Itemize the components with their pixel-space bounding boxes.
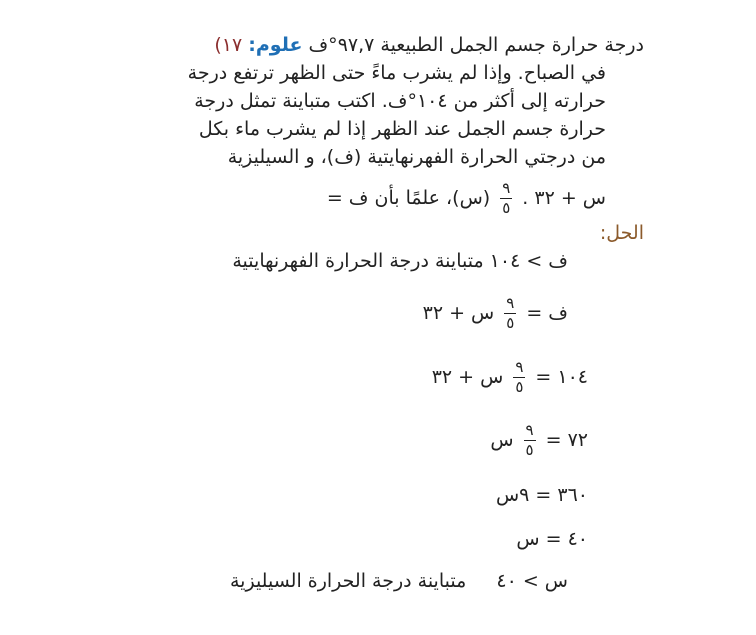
- problem-text-6b: س + ٣٢ .: [522, 187, 606, 209]
- fraction-nine-fifths: [500, 180, 512, 217]
- solution-step-2: [423, 293, 568, 333]
- problem-line-5: من درجتي الحرارة الفهرنهايتية (ف)، و السيليزية: [227, 146, 606, 168]
- solution-step-7: [230, 568, 568, 594]
- problem-text-1: درجة حرارة جسم الجمل الطبيعية ٩٧,٧°ف: [308, 34, 644, 56]
- fraction-numerator: ٩: [502, 179, 511, 197]
- solution-step-5: ٣٦٠ = ٩س: [495, 484, 588, 506]
- fraction-numerator: ٩: [506, 294, 515, 312]
- step-4-left: ٧٢ =: [545, 429, 588, 451]
- problem-line-3: حرارته إلى أكثر من ١٠٤°ف. اكتب متباينة تمثل درجة: [194, 90, 606, 112]
- problem-line-1: [214, 32, 644, 58]
- step-2-left: ف =: [526, 302, 568, 324]
- fraction-denominator: ٥: [506, 314, 515, 332]
- problem-line-4: حرارة جسم الجمل عند الظهر إذا لم يشرب ماء بكل: [198, 118, 606, 140]
- fraction-numerator: ٩: [515, 358, 524, 376]
- step-4-right: س: [490, 429, 514, 451]
- problem-text-6a: (س)، علمًا بأن ف =: [326, 187, 491, 209]
- problem-line-2: في الصباح. وإذا لم يشرب ماءً حتى الظهر ترتفع درجة: [187, 62, 606, 84]
- problem-number: ١٧): [214, 34, 243, 56]
- fraction-denominator: ٥: [515, 378, 524, 396]
- problem-line-6: [327, 178, 606, 218]
- step-3-right: س + ٣٢: [431, 366, 504, 388]
- solution-step-4: [490, 420, 588, 460]
- fraction-denominator: ٥: [502, 199, 511, 217]
- problem-subject: علوم:: [248, 34, 303, 56]
- fraction-nine-fifths: [524, 422, 536, 459]
- fraction-nine-fifths: [504, 295, 516, 332]
- fraction-numerator: ٩: [525, 421, 534, 439]
- step-3-left: ١٠٤ =: [535, 366, 588, 388]
- fraction-denominator: ٥: [525, 441, 534, 459]
- fraction-nine-fifths: [513, 359, 525, 396]
- step-7-right: متباينة درجة الحرارة السيليزية: [229, 570, 467, 592]
- solution-step-6: ٤٠ = س: [516, 528, 588, 550]
- step-2-right: س + ٣٢: [422, 302, 495, 324]
- solution-step-3: [432, 357, 588, 397]
- step-7-left: س > ٤٠: [496, 570, 568, 592]
- solution-heading: الحل:: [599, 222, 644, 244]
- solution-step-1: ف > ١٠٤ متباينة درجة الحرارة الفهرنهايتية: [232, 250, 568, 272]
